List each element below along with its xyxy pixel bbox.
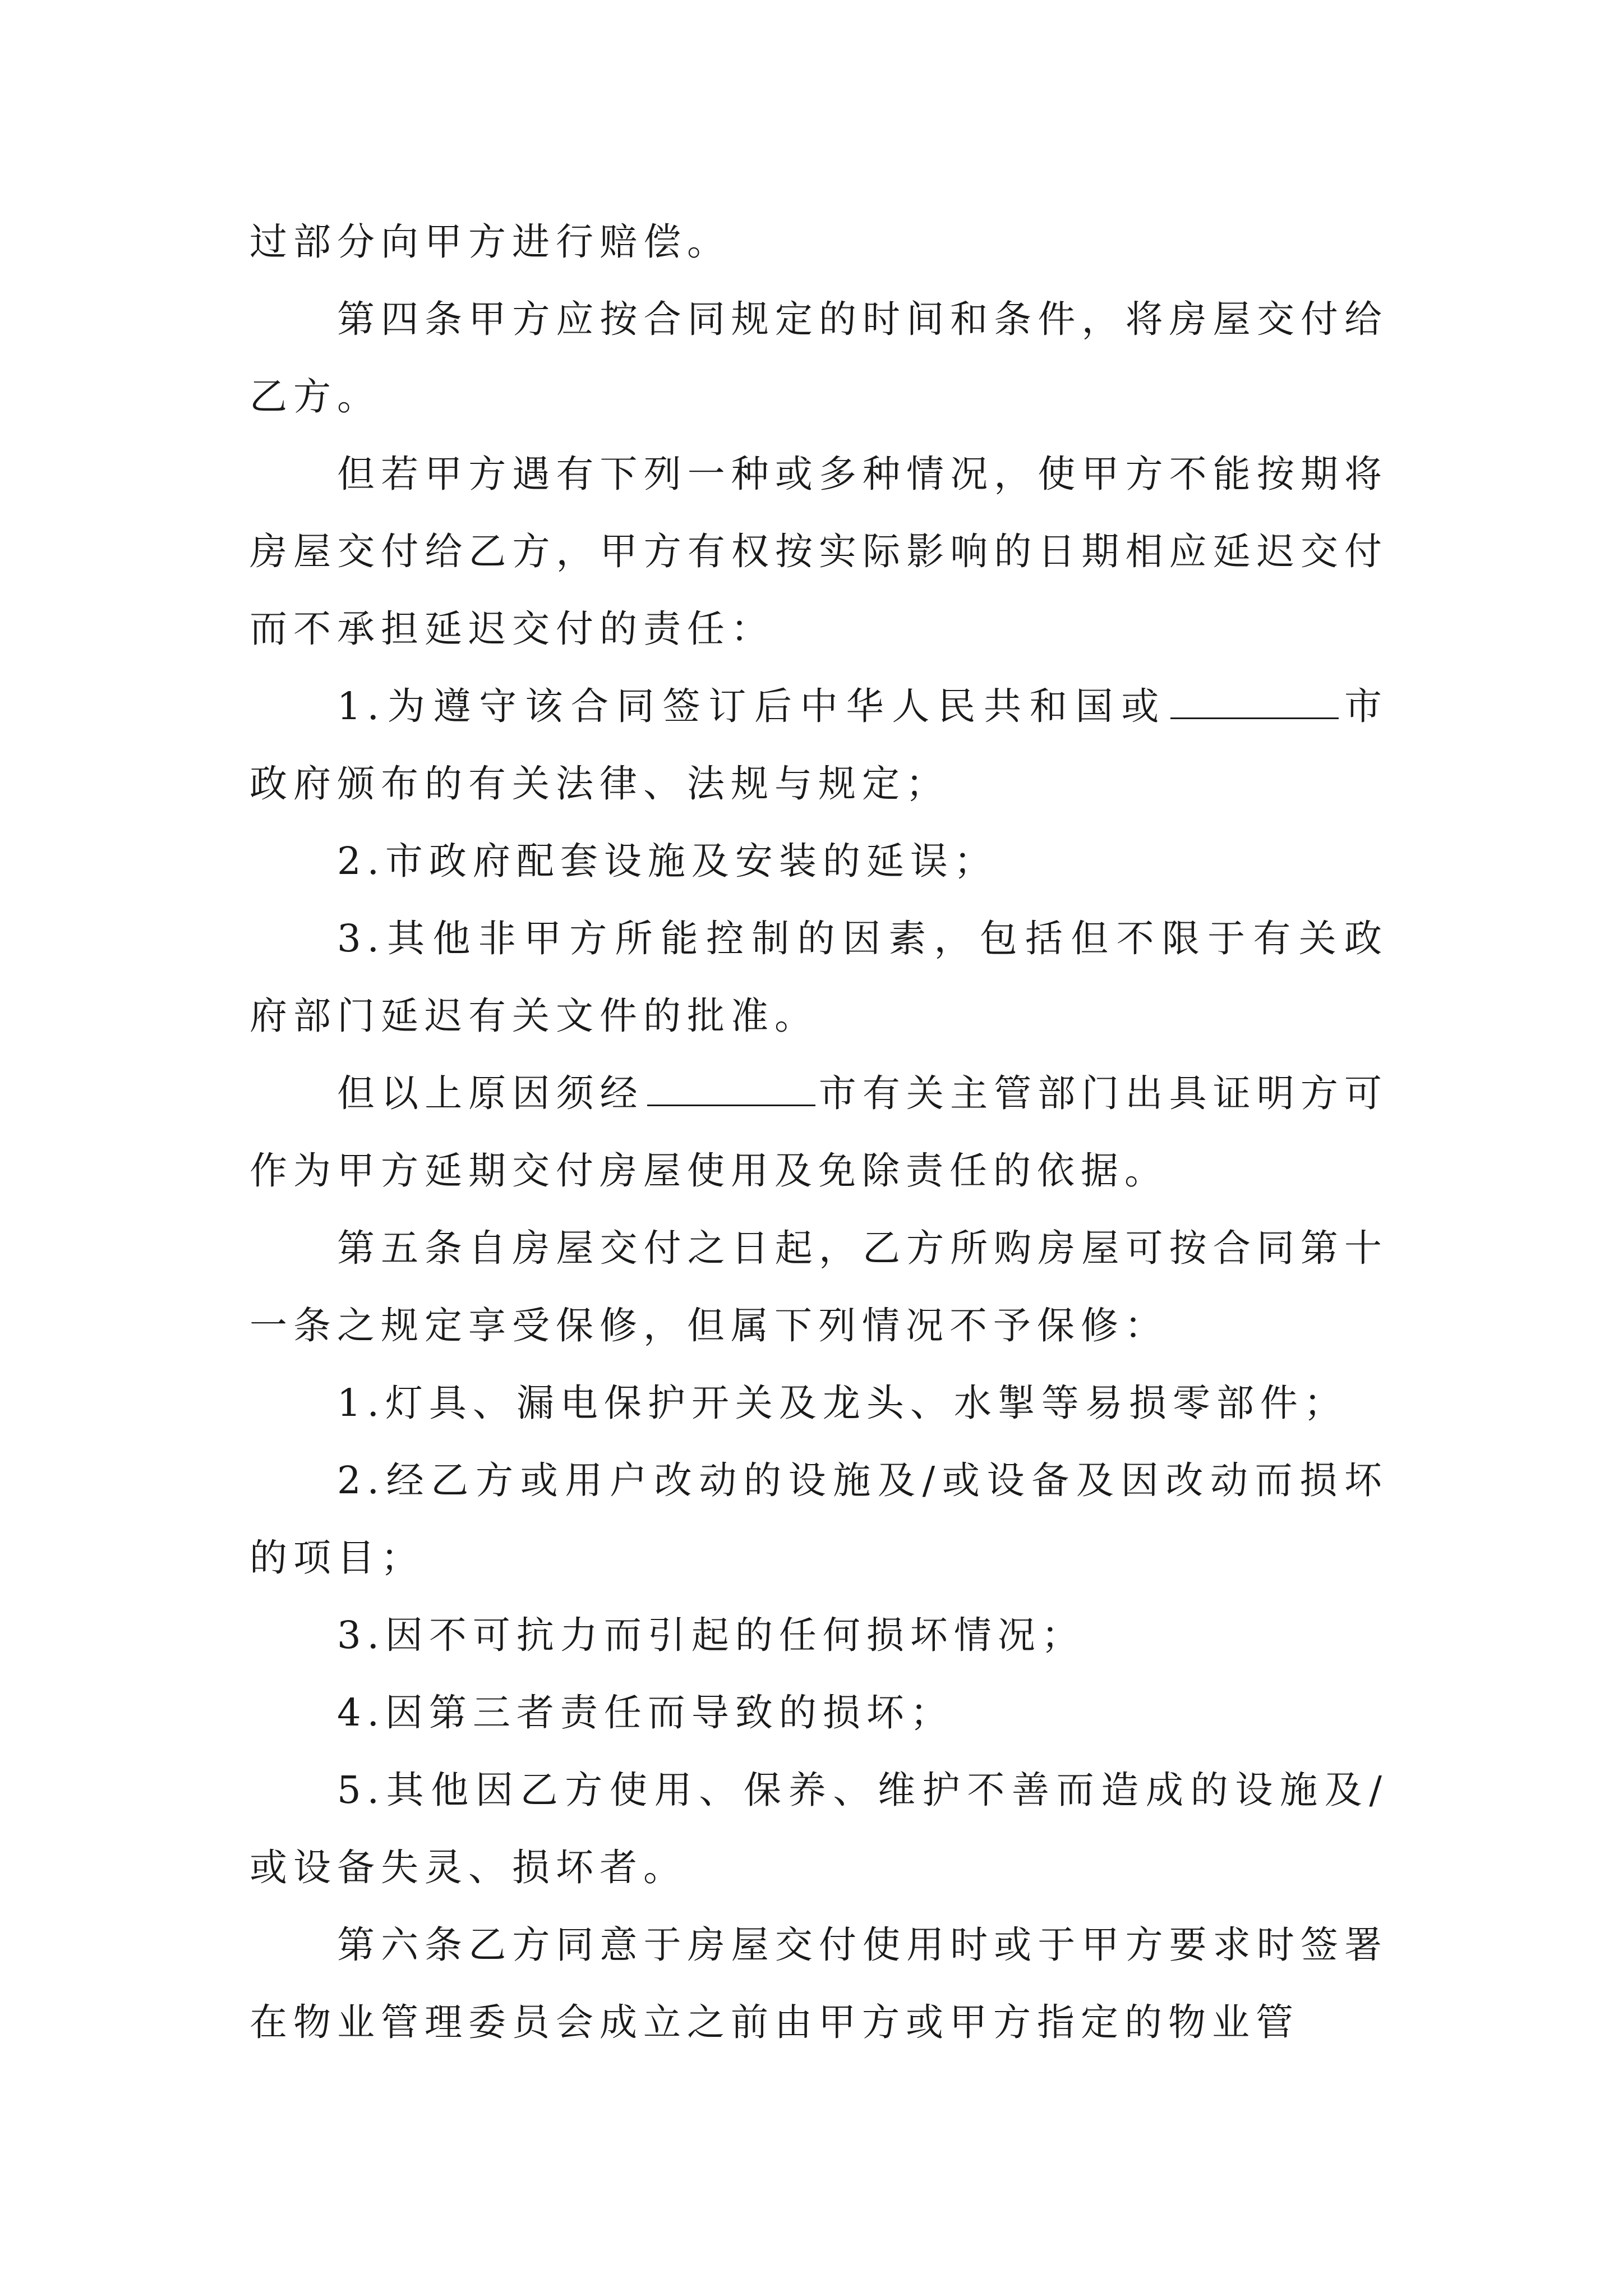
paragraph-warranty-item-1: [250, 1364, 1388, 1442]
paragraph-warranty-item-4: [250, 1674, 1388, 1751]
paragraph-text: 1.为遵守该合同签订后中华人民共和国或: [337, 684, 1168, 728]
paragraph-article-4: [250, 280, 1388, 435]
paragraph-delay-exemption: [250, 435, 1388, 668]
paragraph-compensation-tail: [250, 203, 1388, 280]
paragraph-text: 5.其他因乙方使用、保养、维护不善而造成的设施及/或设备失灵、损坏者。: [250, 1768, 1388, 1889]
paragraph-text: 2.经乙方或用户改动的设施及/或设备及因改动而损坏的项目；: [250, 1458, 1388, 1580]
fill-in-blank-city: [647, 1071, 815, 1106]
paragraph-text: 市有关主管部门出具证明方可作为甲方延期交付房屋使用及免除责任的依据。: [250, 1071, 1389, 1193]
paragraph-warranty-item-3: [250, 1596, 1388, 1674]
paragraph-warranty-item-2: [250, 1442, 1388, 1596]
paragraph-text: 2.市政府配套设施及安装的延误；: [337, 839, 998, 883]
document-body: [250, 203, 1388, 2061]
paragraph-article-5: [250, 1209, 1388, 1364]
paragraph-text: 过部分向甲方进行赔偿。: [250, 220, 731, 264]
paragraph-proof-requirement: [250, 1055, 1388, 1209]
paragraph-text: 3.其他非甲方所能控制的因素，包括但不限于有关政府部门延迟有关文件的批准。: [250, 917, 1388, 1038]
paragraph-text: 市政府颁布的有关法律、法规与规定；: [250, 684, 1388, 806]
paragraph-text: 第六条乙方同意于房屋交付使用时或于甲方要求时签署在物业管理委员会成立之前由甲方或甲方指定的物业管: [250, 1923, 1388, 2044]
paragraph-text: 但若甲方遇有下列一种或多种情况，使甲方不能按期将房屋交付给乙方，甲方有权按实际影响的日期相应延迟交付而不承担延迟交付的责任：: [250, 452, 1388, 651]
paragraph-article-6: [250, 1906, 1388, 2061]
paragraph-text: 第五条自房屋交付之日起，乙方所购房屋可按合同第十一条之规定享受保修，但属下列情况不予保修：: [250, 1226, 1388, 1347]
paragraph-text: 3.因不可抗力而引起的任何损坏情况；: [337, 1613, 1085, 1657]
fill-in-blank-city: [1170, 684, 1339, 719]
paragraph-warranty-item-5: [250, 1751, 1388, 1906]
paragraph-delay-item-3: [250, 900, 1388, 1055]
paragraph-text: 4.因第三者责任而导致的损坏；: [337, 1691, 954, 1734]
paragraph-text: 1.灯具、漏电保护开关及龙头、水掣等易损零部件；: [337, 1381, 1348, 1425]
paragraph-delay-item-1: [250, 668, 1388, 822]
paragraph-text: 但以上原因须经: [337, 1071, 644, 1115]
paragraph-text: 第四条甲方应按合同规定的时间和条件，将房屋交付给乙方。: [250, 297, 1388, 418]
paragraph-delay-item-2: [250, 822, 1388, 900]
